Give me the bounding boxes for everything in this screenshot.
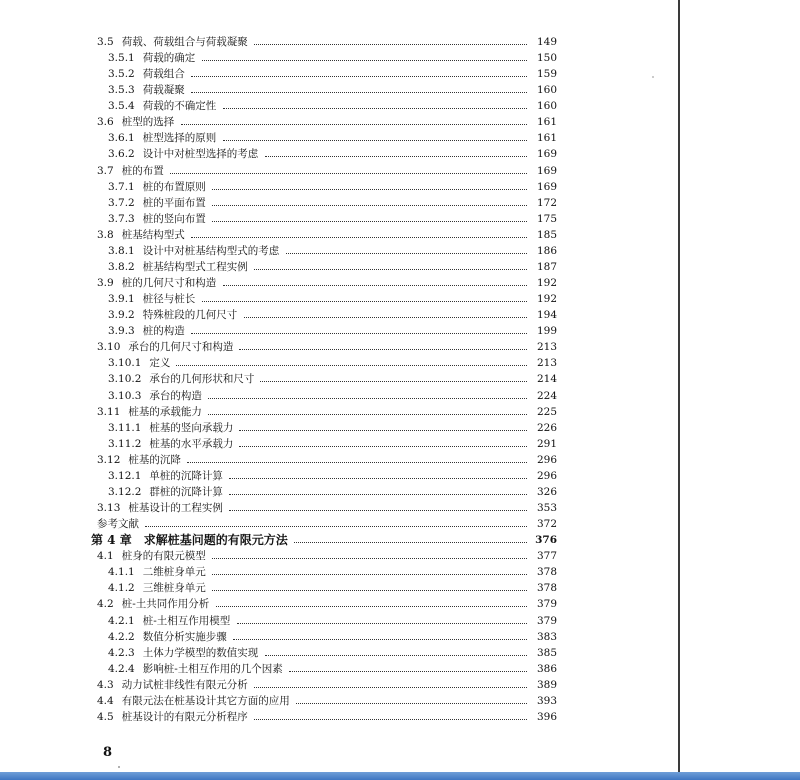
- toc-leader-dots: [191, 91, 527, 93]
- toc-title: 桩型的选择: [121, 116, 175, 129]
- toc-row: [108, 355, 557, 371]
- toc-page-number: 389: [536, 678, 557, 691]
- toc-row: [108, 82, 557, 98]
- toc-row: [108, 645, 557, 661]
- toc-title: 群桩的沉降计算: [149, 485, 223, 498]
- toc-leader-dots: [212, 589, 527, 591]
- toc-section-number: 3.9.3: [108, 325, 135, 338]
- toc-row: [97, 339, 557, 355]
- toc-row: [108, 564, 557, 580]
- toc-title: 荷载组合: [142, 68, 185, 81]
- toc-row: [97, 114, 557, 130]
- toc-leader-dots: [191, 75, 527, 77]
- toc-leader-dots: [260, 380, 527, 382]
- toc-row: [97, 709, 557, 725]
- toc-row: [108, 195, 557, 211]
- toc-title: 桩-土共同作用分析: [121, 598, 210, 611]
- toc-page-number: 160: [536, 100, 557, 113]
- toc-title: 桩的布置原则: [142, 180, 206, 193]
- toc-row: [97, 548, 557, 564]
- toc-row: [97, 500, 557, 516]
- toc-section-number: 3.10.2: [108, 373, 142, 386]
- toc-section-number: 3.5.3: [108, 84, 135, 97]
- toc-leader-dots: [237, 622, 527, 624]
- toc-leader-dots: [229, 509, 527, 511]
- toc-title: 参考文献: [97, 518, 139, 531]
- toc-section-number: 3.9.1: [108, 293, 135, 306]
- toc-page-number: 353: [536, 502, 557, 515]
- page-edge: [678, 0, 680, 772]
- toc-row: [108, 98, 557, 114]
- toc-row: [108, 323, 557, 339]
- toc-row: [97, 677, 557, 693]
- toc-page-number: 175: [536, 212, 557, 225]
- toc-leader-dots: [239, 429, 527, 431]
- toc-title: 桩基的水平承载力: [149, 437, 234, 450]
- toc-page-number: 378: [536, 582, 557, 595]
- toc-leader-dots: [212, 204, 527, 206]
- toc-leader-dots: [212, 188, 527, 190]
- toc-page-number: 213: [536, 357, 557, 370]
- toc-page-number: 161: [536, 132, 557, 145]
- toc-leader-dots: [286, 252, 527, 254]
- toc-page-number: 161: [536, 116, 557, 129]
- toc-leader-dots: [187, 461, 527, 463]
- toc-row: [108, 371, 557, 387]
- toc-leader-dots: [170, 172, 527, 174]
- toc-page-number: 224: [536, 389, 557, 402]
- toc-page-number: 187: [536, 260, 557, 273]
- toc-page-number: 296: [536, 453, 557, 466]
- toc-title: 桩的平面布置: [142, 196, 206, 209]
- toc-leader-dots: [294, 541, 527, 543]
- toc-title: 桩的几何尺寸和构造: [121, 277, 217, 290]
- toc-page-number: 159: [536, 68, 557, 81]
- toc-row: [108, 291, 557, 307]
- scan-speck: [652, 76, 654, 78]
- toc-page-number: 393: [536, 694, 557, 707]
- toc-section-number: 3.5.4: [108, 100, 135, 113]
- toc-section-number: 4.2.4: [108, 662, 135, 675]
- toc-leader-dots: [223, 284, 527, 286]
- toc-page-number: 169: [536, 148, 557, 161]
- scan-speck: [118, 766, 120, 768]
- toc-title: 桩-土相互作用模型: [142, 614, 231, 627]
- toc-row: [108, 613, 557, 629]
- toc-page-number: 291: [536, 437, 557, 450]
- toc-leader-dots: [296, 702, 527, 704]
- toc-page-number: 150: [536, 52, 557, 65]
- toc-row: [108, 388, 557, 404]
- toc-leader-dots: [191, 236, 527, 238]
- toc-row: [108, 146, 557, 162]
- toc-leader-dots: [239, 445, 527, 447]
- toc-page-number: 199: [536, 325, 557, 338]
- toc-title: 特殊桩段的几何尺寸: [142, 309, 238, 322]
- toc-title: 桩型选择的原则: [142, 132, 217, 145]
- toc-page-number: 194: [536, 309, 557, 322]
- toc-row: [108, 179, 557, 195]
- toc-title: 桩基设计的工程实例: [128, 502, 223, 515]
- toc-row: [108, 580, 557, 596]
- toc-section-number: 3.10: [97, 341, 121, 354]
- toc-row: [97, 452, 557, 468]
- toc-section-number: 3.7: [97, 164, 114, 177]
- toc-section-number: 3.5: [97, 36, 114, 48]
- toc-page-number: 376: [535, 534, 557, 547]
- toc-row: [108, 211, 557, 227]
- toc-title: 桩基的承载能力: [128, 405, 202, 418]
- toc-section-number: 4.2.1: [108, 614, 135, 627]
- toc-page-number: 192: [536, 277, 557, 290]
- toc-title: 二维桩身单元: [142, 566, 206, 579]
- toc-page-number: 160: [536, 84, 557, 97]
- toc-title: 三维桩身单元: [142, 582, 206, 595]
- toc-page-number: 377: [536, 550, 557, 563]
- toc-section-number: 3.7.2: [108, 196, 135, 209]
- toc-leader-dots: [239, 348, 527, 350]
- toc-row: [108, 50, 557, 66]
- toc-leader-dots: [208, 413, 527, 415]
- toc-section-number: 3.6.2: [108, 148, 135, 161]
- toc-row: [97, 596, 557, 612]
- toc-row: [97, 404, 557, 420]
- toc-title: 求解桩基问题的有限元方法: [143, 533, 288, 548]
- toc-title: 桩的构造: [142, 325, 185, 338]
- toc-leader-dots: [208, 397, 527, 399]
- toc-leader-dots: [223, 139, 527, 141]
- toc-section-number: 4.2: [97, 598, 114, 611]
- toc-leader-dots: [233, 638, 527, 640]
- toc-title: 设计中对桩基结构型式的考虑: [142, 244, 280, 257]
- toc-title: 荷载、荷载组合与荷载凝聚: [121, 36, 248, 48]
- toc-row: [108, 130, 557, 146]
- toc-leader-dots: [223, 107, 527, 109]
- toc-section-number: 3.11: [97, 405, 121, 418]
- toc-title: 荷载的不确定性: [142, 100, 217, 113]
- toc-leader-dots: [202, 300, 527, 302]
- toc-leader-dots: [244, 316, 527, 318]
- toc-title: 承台的几何形状和尺寸: [149, 373, 255, 386]
- toc-section-number: 3.5.1: [108, 52, 135, 65]
- toc-title: 桩的布置: [121, 164, 164, 177]
- toc-section-number: 4.5: [97, 710, 114, 723]
- toc-section-number: 3.7.1: [108, 180, 135, 193]
- toc-section-number: 3.12.1: [108, 469, 142, 482]
- toc-leader-dots: [229, 477, 527, 479]
- toc-leader-dots: [145, 525, 527, 527]
- toc-title: 有限元法在桩基设计其它方面的应用: [121, 694, 290, 707]
- toc-page-number: 185: [536, 228, 557, 241]
- toc-section-number: 3.9.2: [108, 309, 135, 322]
- toc-leader-dots: [212, 220, 527, 222]
- toc-section-number: 4.1.2: [108, 582, 135, 595]
- toc-row: [97, 34, 557, 50]
- toc-page-number: 169: [536, 164, 557, 177]
- toc-page-number: 386: [536, 662, 557, 675]
- toc-title: 承台的几何尺寸和构造: [128, 341, 234, 354]
- toc-section-number: 4.3: [97, 678, 114, 691]
- toc-section-number: 3.9: [97, 277, 114, 290]
- toc-page-number: 379: [536, 598, 557, 611]
- toc-leader-dots: [202, 59, 527, 61]
- toc-page-number: 169: [536, 180, 557, 193]
- toc-leader-dots: [289, 670, 527, 672]
- toc-section-number: 3.7.3: [108, 212, 135, 225]
- toc-row: [108, 259, 557, 275]
- toc-leader-dots: [216, 605, 527, 607]
- toc-title: 桩基的竖向承载力: [149, 421, 234, 434]
- toc-section-number: 3.8.2: [108, 260, 135, 273]
- toc-leader-dots: [191, 332, 527, 334]
- toc-title: 桩基结构型式工程实例: [142, 260, 248, 273]
- toc-section-number: 4.1: [97, 550, 114, 563]
- toc-leader-dots: [254, 686, 527, 688]
- toc-title: 定义: [149, 357, 171, 370]
- toc-page-number: 372: [536, 518, 557, 531]
- toc-page-number: 378: [536, 566, 557, 579]
- toc-page-number: 385: [536, 646, 557, 659]
- toc-title: 土体力学模型的数值实现: [142, 646, 259, 659]
- toc-title: 桩的竖向布置: [142, 212, 206, 225]
- toc-section-number: 3.6.1: [108, 132, 135, 145]
- toc-row: [108, 661, 557, 677]
- toc-page-number: 379: [536, 614, 557, 627]
- toc-row: [97, 693, 557, 709]
- toc-section-number: 3.12: [97, 453, 121, 466]
- toc-page-number: 172: [536, 196, 557, 209]
- toc-section-number: 3.10.3: [108, 389, 142, 402]
- toc-section-number: 3.11.2: [108, 437, 142, 450]
- toc-section-number: 第 4 章: [91, 533, 132, 548]
- toc-leader-dots: [254, 268, 527, 270]
- toc-leader-dots: [176, 364, 527, 366]
- toc-section-number: 3.6: [97, 116, 114, 129]
- toc-page-number: 326: [536, 485, 557, 498]
- toc-page-number: 226: [536, 421, 557, 434]
- toc-leader-dots: [181, 123, 527, 125]
- toc-title: 数值分析实施步骤: [142, 630, 227, 643]
- toc-page-number: 396: [536, 710, 557, 723]
- toc-title: 单桩的沉降计算: [149, 469, 223, 482]
- toc-page-number: 296: [536, 469, 557, 482]
- toc-section-number: 3.8.1: [108, 244, 135, 257]
- toc-title: 桩基结构型式: [121, 228, 185, 241]
- toc-title: 荷载的确定: [142, 52, 196, 65]
- toc-section-number: 3.8: [97, 228, 114, 241]
- toc-leader-dots: [229, 493, 527, 495]
- toc-row: [108, 420, 557, 436]
- toc-section-number: 4.2.2: [108, 630, 135, 643]
- toc-title: 桩基设计的有限元分析程序: [121, 710, 248, 723]
- toc-leader-dots: [254, 718, 527, 720]
- toc-section-number: 3.5.2: [108, 68, 135, 81]
- toc-title: 荷载凝聚: [142, 84, 185, 97]
- toc-section-number: 3.13: [97, 502, 121, 515]
- toc-row: [108, 629, 557, 645]
- toc-page-number: 186: [536, 244, 557, 257]
- toc-row: [108, 307, 557, 323]
- toc-row: [108, 66, 557, 82]
- toc-page-number: 225: [536, 405, 557, 418]
- toc-leader-dots: [265, 654, 527, 656]
- toc-section-number: 3.11.1: [108, 421, 142, 434]
- toc-leader-dots: [265, 155, 527, 157]
- toc-title: 桩身的有限元模型: [121, 550, 206, 563]
- toc-row: [97, 163, 557, 179]
- toc-title: 承台的构造: [149, 389, 202, 402]
- page-number: 8: [103, 745, 113, 760]
- toc-leader-dots: [254, 43, 527, 45]
- toc-section-number: 3.12.2: [108, 485, 142, 498]
- toc-chapter-row: [91, 532, 557, 548]
- toc-page-number: 213: [536, 341, 557, 354]
- toc-title: 设计中对桩型选择的考虑: [142, 148, 259, 161]
- toc-page-number: 383: [536, 630, 557, 643]
- toc-row: [97, 227, 557, 243]
- toc-leader-dots: [212, 557, 527, 559]
- toc-section-number: 4.1.1: [108, 566, 135, 579]
- toc-row: [97, 275, 557, 291]
- toc-page-number: 192: [536, 293, 557, 306]
- toc-section-number: 4.2.3: [108, 646, 135, 659]
- toc-title: 影响桩-土相互作用的几个因素: [142, 662, 283, 675]
- toc-title: 动力试桩非线性有限元分析: [121, 678, 248, 691]
- toc-section-number: 4.4: [97, 694, 114, 707]
- toc-row: [108, 243, 557, 259]
- viewer-bottom-bar: [0, 772, 800, 780]
- toc-leader-dots: [212, 573, 527, 575]
- toc-row: [97, 516, 557, 532]
- toc-row: [108, 484, 557, 500]
- toc-page-number: 214: [536, 373, 557, 386]
- toc-page-number: 149: [536, 36, 557, 48]
- toc-row: [108, 436, 557, 452]
- toc-section-number: 3.10.1: [108, 357, 142, 370]
- toc-title: 桩径与桩长: [142, 293, 196, 306]
- toc-title: 桩基的沉降: [128, 453, 181, 466]
- toc-row: [108, 468, 557, 484]
